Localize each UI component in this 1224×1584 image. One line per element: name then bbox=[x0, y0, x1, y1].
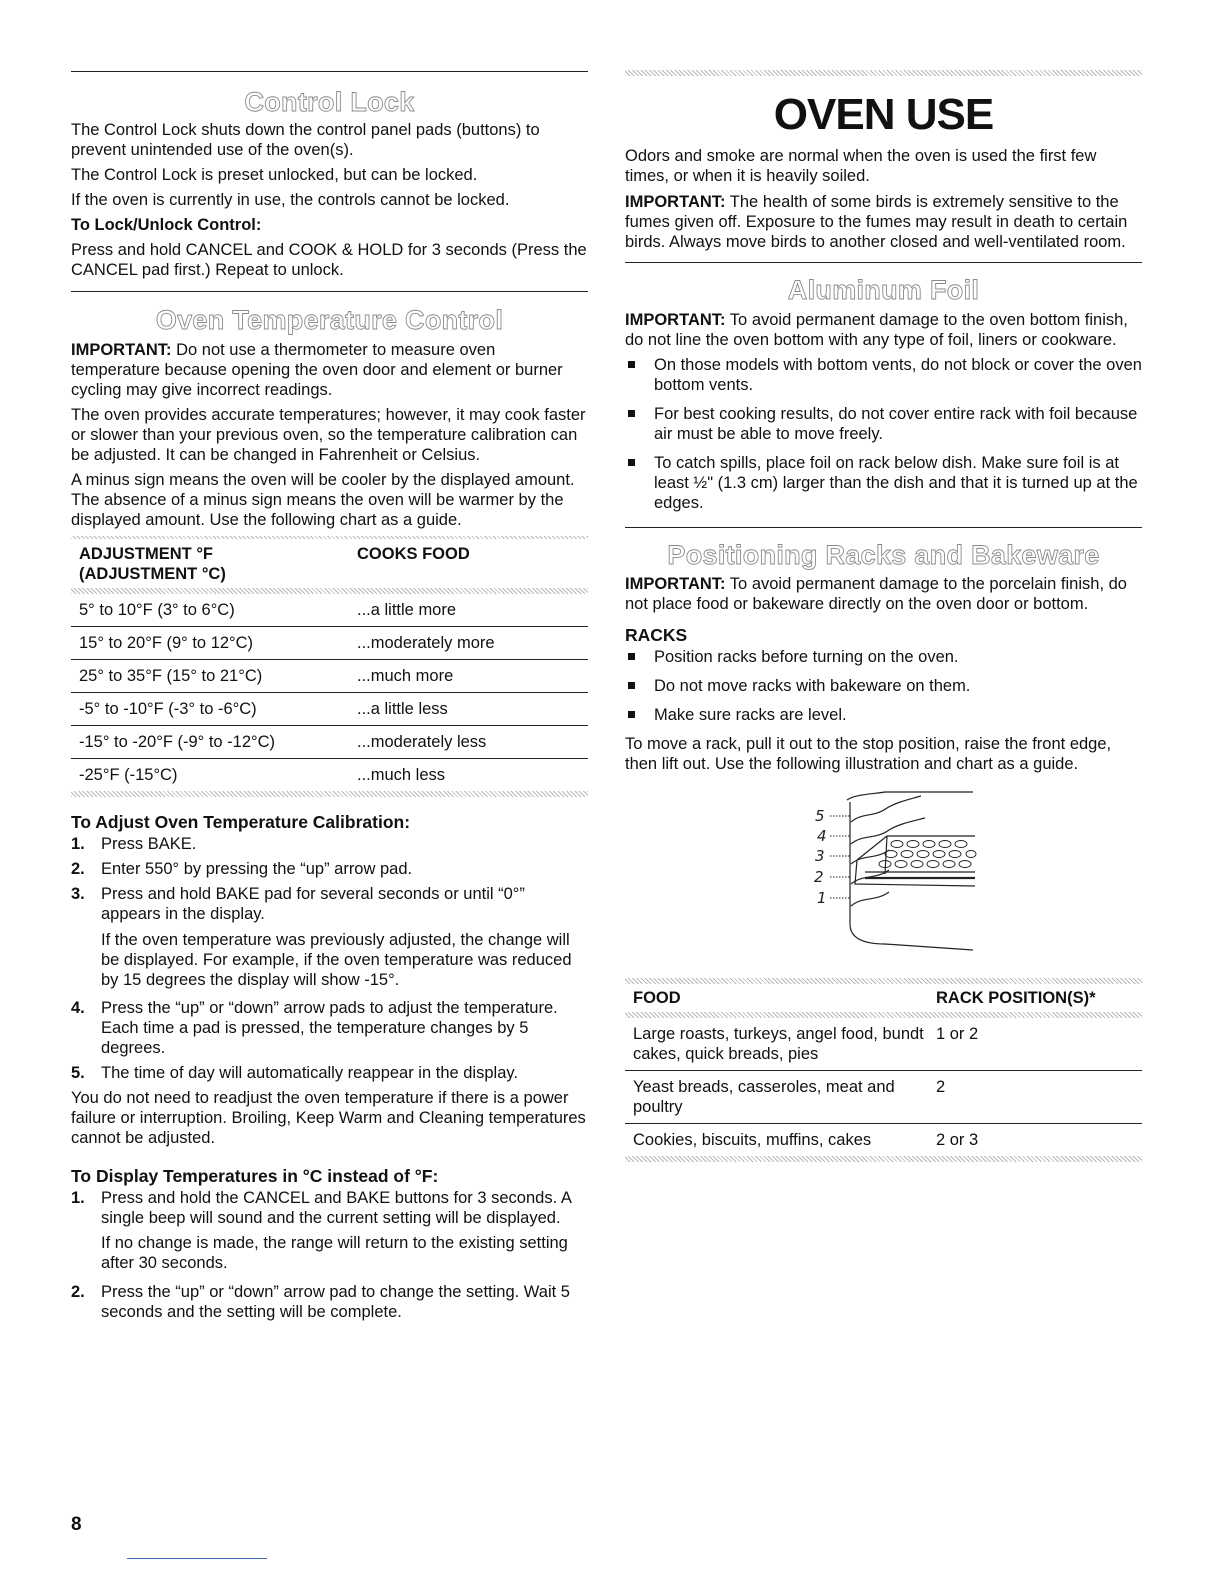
section-rule bbox=[625, 262, 1142, 263]
step-number: 4. bbox=[71, 999, 85, 1017]
table-cell: ...a little more bbox=[357, 601, 457, 619]
control-lock-section bbox=[71, 86, 588, 280]
lock-unlock-instructions: Press and hold CANCEL and COOK & HOLD for 3 seconds (Press the CANCEL pad first.) Repeat to unlock. bbox=[71, 241, 587, 279]
bullet-text: On those models with bottom vents, do not block or cover the oven bottom vents. bbox=[654, 356, 1142, 394]
important-label: IMPORTANT: bbox=[625, 575, 726, 593]
display-celsius-heading: To Display Temperatures in °C instead of °F: bbox=[71, 1166, 439, 1186]
rack-illustration bbox=[625, 774, 1142, 976]
calibration-note: You do not need to readjust the oven temperature if there is a power failure or interruption. Broiling, Keep Warm and Cleaning temperatures cannot be adjusted. bbox=[71, 1089, 586, 1147]
oven-use-p1: Odors and smoke are normal when the oven is used the first few times, or when it is heavily soiled. bbox=[625, 147, 1097, 185]
header-food: FOOD bbox=[633, 989, 681, 1007]
step-text: Press BAKE. bbox=[101, 835, 197, 853]
display-celsius-steps bbox=[71, 1188, 588, 1322]
foil-bullet bbox=[625, 404, 1142, 444]
header-adjustment-f: ADJUSTMENT °F bbox=[79, 545, 214, 563]
table-cell: ...much less bbox=[357, 766, 446, 784]
top-rule bbox=[71, 71, 588, 72]
rack-label: 3 bbox=[815, 847, 825, 865]
important-text: Do not use a thermometer to measure oven temperature because opening the oven door and element or burner cycling may give incorrect readings. bbox=[71, 341, 563, 399]
foil-bullet bbox=[625, 355, 1142, 395]
racks-bullet bbox=[625, 705, 1142, 725]
bullet-square-icon bbox=[628, 361, 635, 368]
step-text: Press the “up” or “down” arrow pad to change the setting. Wait 5 seconds and the setting will be complete. bbox=[101, 1283, 570, 1321]
step-number: 5. bbox=[71, 1064, 85, 1082]
table-cell: -25°F (-15°C) bbox=[79, 766, 178, 784]
lock-unlock-subheading: To Lock/Unlock Control: bbox=[71, 216, 262, 234]
header-rack-positions: RACK POSITION(S)* bbox=[936, 989, 1096, 1007]
table-bottom-border bbox=[625, 1156, 1142, 1162]
rack-label: 2 bbox=[814, 868, 824, 886]
foil-bullets bbox=[625, 355, 1142, 513]
calibration-step bbox=[71, 998, 588, 1058]
header-adjustment bbox=[79, 544, 357, 584]
calibration-step bbox=[71, 1063, 588, 1083]
temp-p3: A minus sign means the oven will be cooler by the displayed amount. The absence of a minus sign means the oven will be warmer by the displayed amount. Use the following chart as a guide. bbox=[71, 471, 575, 529]
racks-move-paragraph: To move a rack, pull it out to the stop position, raise the front edge, then lift out. Use the following illustration and chart as a guide. bbox=[625, 735, 1112, 773]
table-cell: 25° to 35°F (15° to 21°C) bbox=[79, 667, 263, 685]
racks-bullet bbox=[625, 647, 1142, 667]
calibration-heading: To Adjust Oven Temperature Calibration: bbox=[71, 812, 411, 832]
step-text: Press and hold the CANCEL and BAKE buttons for 3 seconds. A single beep will sound and the current setting will be displayed. bbox=[101, 1189, 571, 1227]
bullet-text: Do not move racks with bakeware on them. bbox=[654, 677, 971, 695]
aluminum-foil-section bbox=[625, 274, 1142, 513]
table-header bbox=[625, 984, 1142, 1012]
positioning-racks-section bbox=[625, 539, 1142, 1162]
calibration-step bbox=[71, 859, 588, 879]
table-cell: ...much more bbox=[357, 667, 454, 685]
table-row bbox=[625, 1123, 1142, 1156]
step-note: If the oven temperature was previously adjusted, the change will be displayed. For example, if the oven temperature was reduced by 15 degrees the display will show -15°. bbox=[101, 931, 572, 989]
temp-important-paragraph bbox=[71, 340, 588, 400]
bullet-text: Position racks before turning on the oven. bbox=[654, 648, 959, 666]
step-number: 1. bbox=[71, 1189, 85, 1207]
calibration-steps bbox=[71, 834, 588, 1083]
racks-important-paragraph bbox=[625, 574, 1142, 614]
control-lock-p1: The Control Lock shuts down the control panel pads (buttons) to prevent unintended use of the oven(s). bbox=[71, 121, 540, 159]
foil-important-paragraph bbox=[625, 310, 1142, 350]
table-cell: 2 or 3 bbox=[936, 1131, 979, 1149]
racks-bullet bbox=[625, 676, 1142, 696]
table-cell: Cookies, biscuits, muffins, cakes bbox=[633, 1131, 872, 1149]
step-number: 2. bbox=[71, 1283, 85, 1301]
positioning-racks-title: Positioning Racks and Bakeware bbox=[667, 540, 1100, 570]
step-number: 1. bbox=[71, 835, 85, 853]
table-cell: Yeast breads, casseroles, meat and poultry bbox=[633, 1078, 895, 1116]
table-cell: 1 or 2 bbox=[936, 1025, 979, 1043]
table-row bbox=[71, 594, 588, 626]
display-celsius-section bbox=[71, 1165, 588, 1322]
rack-label: 1 bbox=[817, 889, 827, 907]
right-column bbox=[625, 0, 1142, 1162]
step-text: Enter 550° by pressing the “up” arrow pad. bbox=[101, 860, 413, 878]
left-column bbox=[71, 0, 588, 1322]
table-cell: 2 bbox=[936, 1078, 946, 1096]
table-cell: ...a little less bbox=[357, 700, 448, 718]
table-cell: -15° to -20°F (-9° to -12°C) bbox=[79, 733, 276, 751]
display-step bbox=[71, 1188, 588, 1273]
control-lock-p2: The Control Lock is preset unlocked, but can be locked. bbox=[71, 166, 478, 184]
rack-label: 4 bbox=[817, 827, 827, 845]
control-lock-p3: If the oven is currently in use, the controls cannot be locked. bbox=[71, 191, 510, 209]
rack-position-table bbox=[625, 978, 1142, 1162]
important-label: IMPORTANT: bbox=[71, 341, 172, 359]
table-cell: ...moderately more bbox=[357, 634, 495, 652]
important-label: IMPORTANT: bbox=[625, 193, 726, 211]
rack-label: 5 bbox=[815, 807, 825, 825]
display-step bbox=[71, 1282, 588, 1322]
table-row bbox=[71, 692, 588, 725]
bullet-text: Make sure racks are level. bbox=[654, 706, 847, 724]
control-lock-title: Control Lock bbox=[244, 87, 415, 117]
table-cell: 5° to 10°F (3° to 6°C) bbox=[79, 601, 235, 619]
step-number: 3. bbox=[71, 885, 85, 903]
step-text: The time of day will automatically reappear in the display. bbox=[101, 1064, 518, 1082]
bullet-square-icon bbox=[628, 682, 635, 689]
step-text: Press and hold BAKE pad for several seconds or until “0°” appears in the display. bbox=[101, 885, 525, 923]
table-row bbox=[71, 725, 588, 758]
step-text: Press the “up” or “down” arrow pads to adjust the temperature. Each time a pad is pressed, the temperature changes by 5 degrees. bbox=[101, 999, 558, 1057]
foil-bullet bbox=[625, 453, 1142, 513]
table-row bbox=[71, 626, 588, 659]
bullet-square-icon bbox=[628, 410, 635, 417]
bullet-square-icon bbox=[628, 711, 635, 718]
temp-p2: The oven provides accurate temperatures; however, it may cook faster or slower than your previous oven, so the temperature calibration can be adjusted. It can be changed in Fahrenheit or Celsius. bbox=[71, 406, 586, 464]
section-rule bbox=[71, 291, 588, 292]
page-number: 8 bbox=[71, 1514, 82, 1535]
table-row bbox=[625, 1018, 1142, 1070]
table-row bbox=[71, 659, 588, 692]
aluminum-foil-title: Aluminum Foil bbox=[787, 275, 980, 305]
table-row bbox=[625, 1070, 1142, 1123]
title-top-hatch bbox=[625, 70, 1142, 76]
adjustment-table bbox=[71, 536, 588, 797]
bullet-text: To catch spills, place foil on rack below dish. Make sure foil is at least ½" (1.3 cm) larger than the dish and that it is turned up at the edges. bbox=[654, 454, 1138, 512]
bullet-text: For best cooking results, do not cover entire rack with foil because air must be able to move freely. bbox=[654, 405, 1138, 443]
table-cell: -5° to -10°F (-3° to -6°C) bbox=[79, 700, 257, 718]
header-adjustment-c: (ADJUSTMENT °C) bbox=[79, 565, 226, 583]
step-note: If no change is made, the range will return to the existing setting after 30 seconds. bbox=[101, 1234, 568, 1272]
table-row bbox=[71, 758, 588, 791]
table-bottom-border bbox=[71, 791, 588, 797]
adjustment-rows bbox=[71, 594, 588, 791]
temp-control-title: Oven Temperature Control bbox=[155, 305, 504, 335]
calibration-step bbox=[71, 834, 588, 854]
bullet-square-icon bbox=[628, 459, 635, 466]
bullet-square-icon bbox=[628, 653, 635, 660]
important-label: IMPORTANT: bbox=[625, 311, 726, 329]
calibration-step bbox=[71, 884, 588, 990]
step-number: 2. bbox=[71, 860, 85, 878]
racks-bullets bbox=[625, 647, 1142, 725]
important-text: The health of some birds is extremely sensitive to the fumes given off. Exposure to the fumes may result in death to certain birds. Always move birds to another closed and well-ventilated room. bbox=[625, 193, 1128, 251]
table-header bbox=[71, 539, 588, 588]
important-text: To avoid permanent damage to the porcelain finish, do not place food or bakeware directly on the oven door or bottom. bbox=[625, 575, 1127, 613]
header-cooks-food: COOKS FOOD bbox=[357, 545, 470, 563]
temp-control-section bbox=[71, 304, 588, 797]
racks-heading: RACKS bbox=[625, 625, 688, 645]
important-text: To avoid permanent damage to the oven bottom finish, do not line the oven bottom with any type of foil, liners or cookware. bbox=[625, 311, 1128, 349]
rack-positions-diagram bbox=[625, 774, 1142, 976]
table-cell: ...moderately less bbox=[357, 733, 487, 751]
oven-use-title: OVEN USE bbox=[773, 90, 994, 139]
footer-line bbox=[127, 1558, 267, 1559]
table-cell: 15° to 20°F (9° to 12°C) bbox=[79, 634, 254, 652]
table-cell: Large roasts, turkeys, angel food, bundt cakes, quick breads, pies bbox=[633, 1025, 924, 1063]
birds-important-paragraph bbox=[625, 192, 1142, 252]
rack-rows bbox=[625, 1018, 1142, 1156]
section-rule bbox=[625, 527, 1142, 528]
calibration-section bbox=[71, 811, 588, 1148]
